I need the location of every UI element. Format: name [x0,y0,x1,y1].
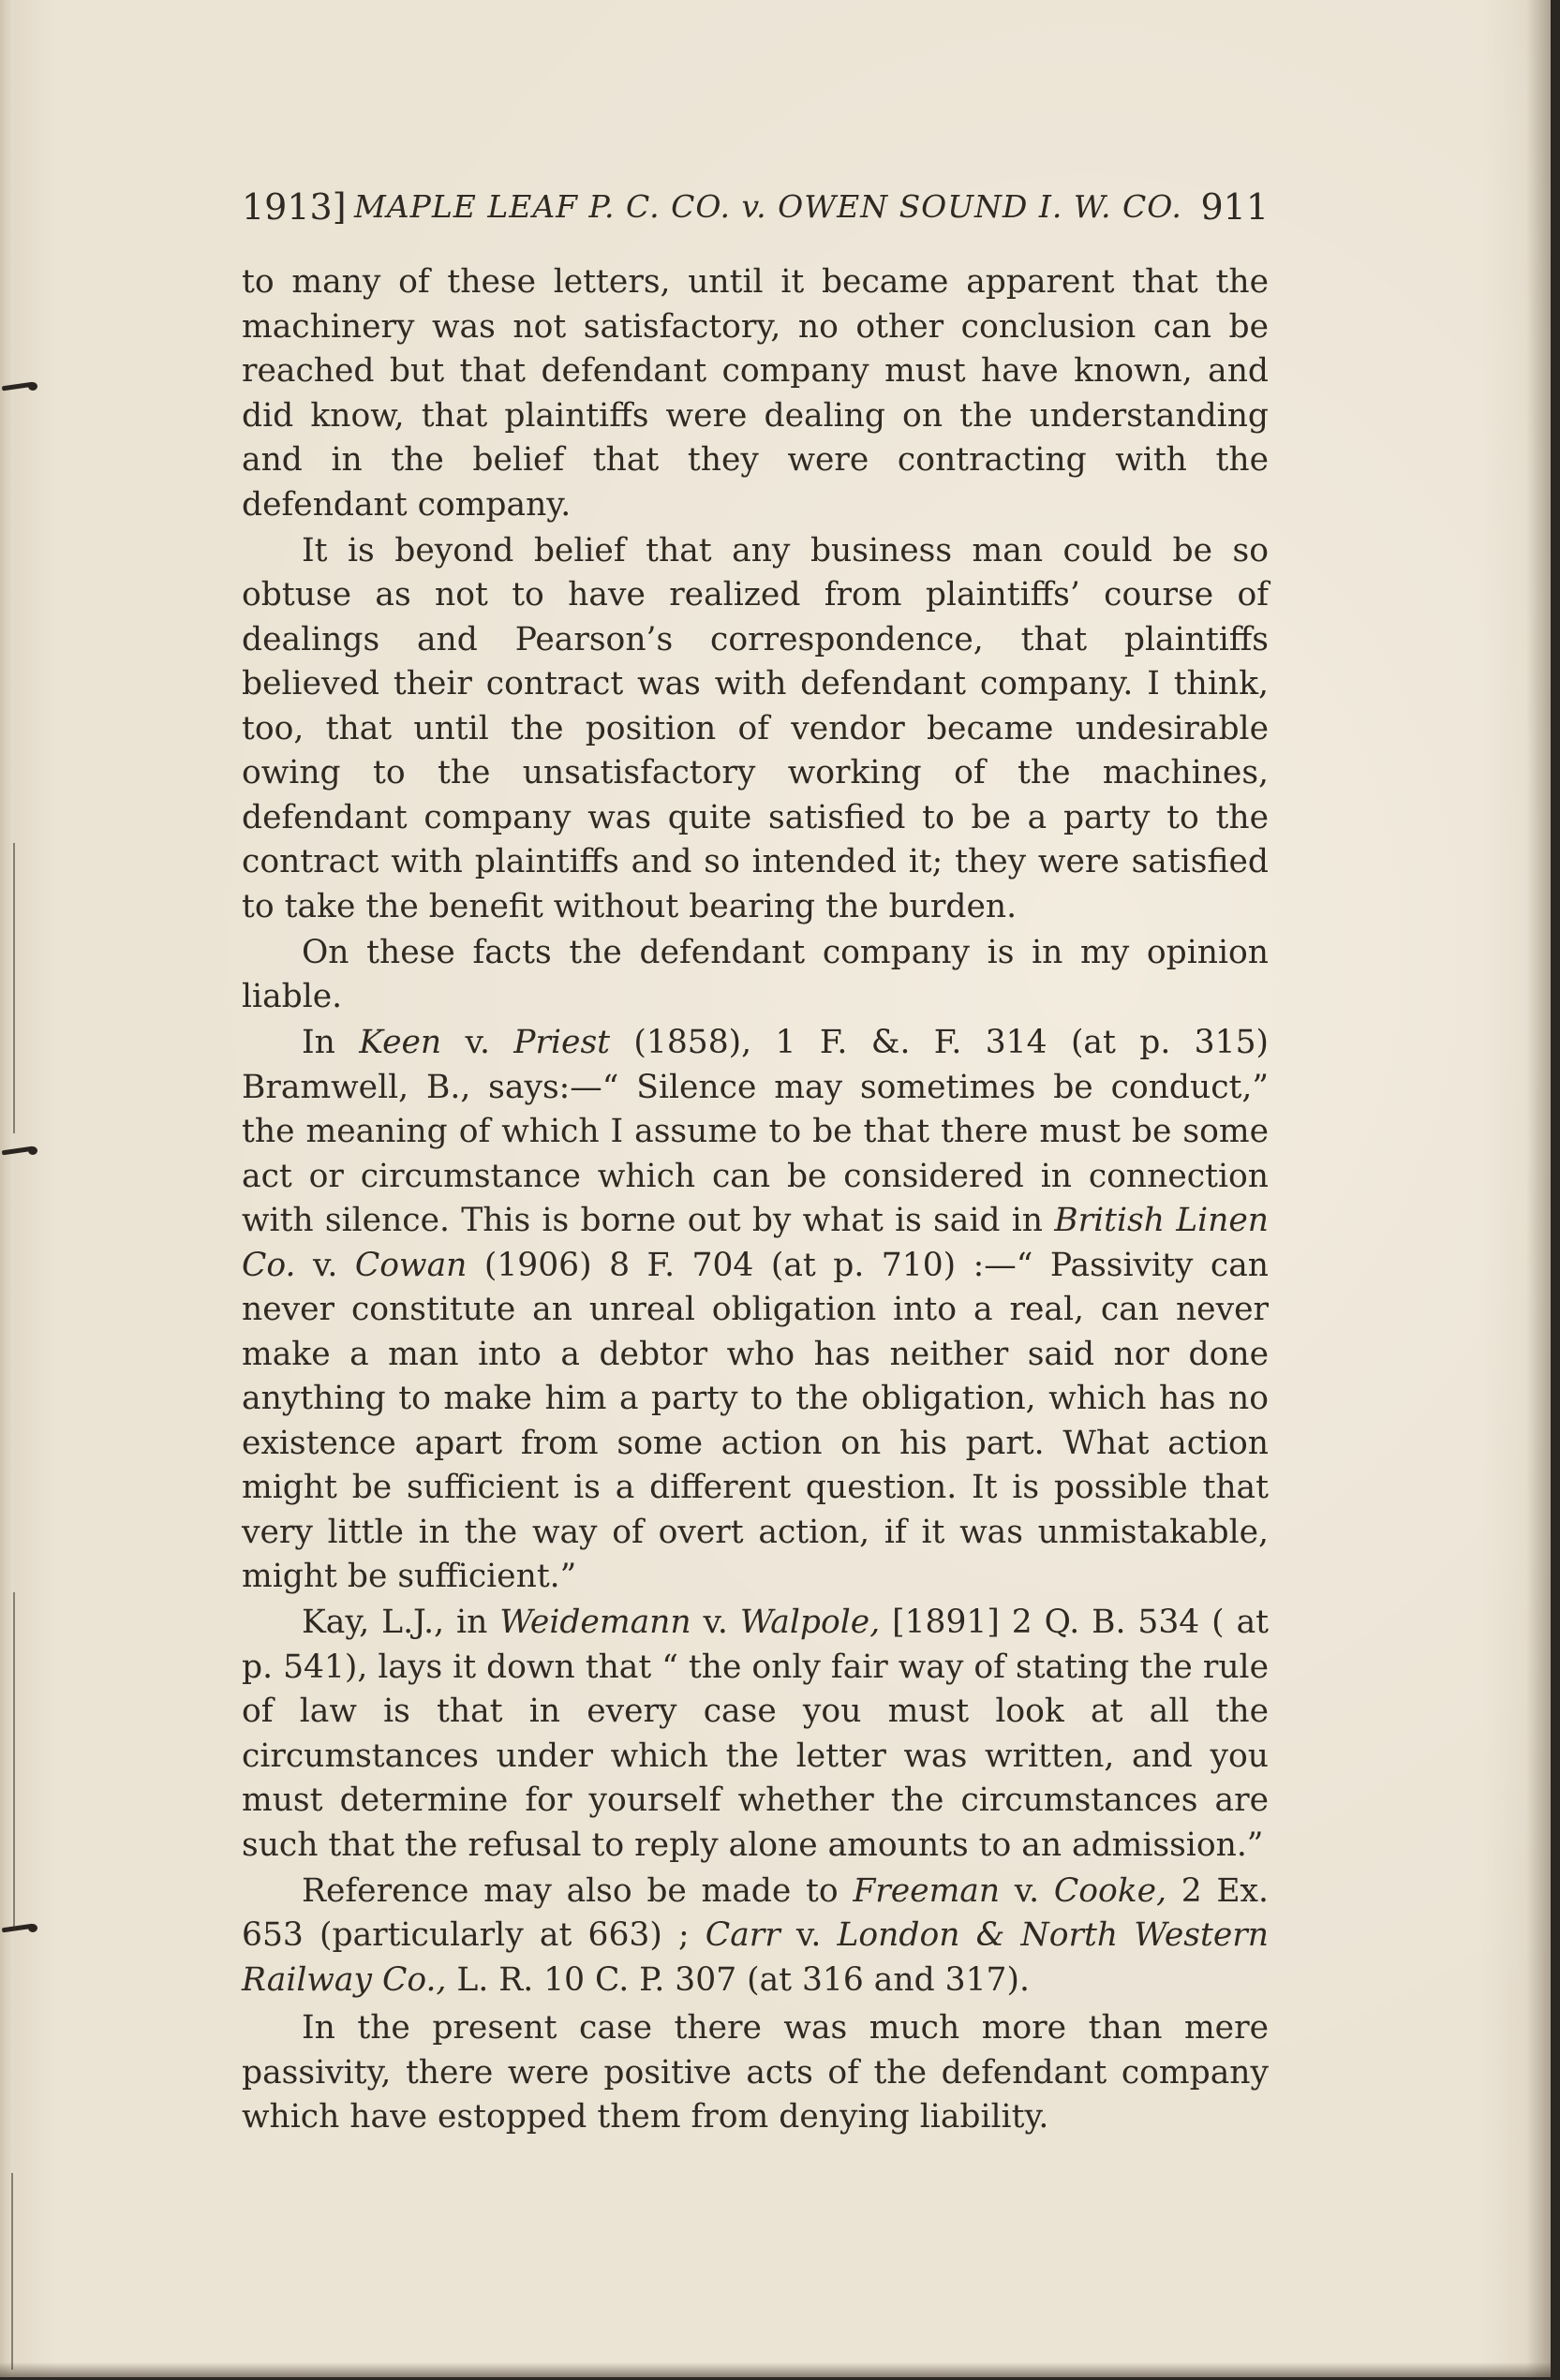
case-name: Carr [705,1916,780,1954]
case-name: Freeman [853,1871,1001,1910]
running-head [242,184,1269,230]
case-name: London & North Western Railway Co., [242,1916,1270,1999]
paragraph-text: In the present case there was much more than mere passivity, there were positive acts of the defendant company which have estopped them from denying liability. [242,2009,1269,2136]
paragraph-text: On these facts the defendant company is in my opinion liable. [242,933,1269,1015]
paragraph-text: It is beyond belief that any business man could be so obtuse as not to have realized from plaintiffs’ course of dealings and Pearson’s correspondence, that plaintiffs believed their contract was with defendant company. I think, too, that until the position of vendor became undesirable owing to the unsatisfactory working of the machines, defendant company was quite satisfied to be a party to the contract with plaintiffs and so intended it; they were satisfied to take the benefit without bearing the burden. [242,531,1269,925]
text-run: v. [441,1024,514,1061]
paragraph-2 [242,529,1269,930]
text-run: [1891] 2 Q. B. 534 ( at p. 541), lays it down that “ the only fair way of stating the rule of law is that in every case you must look at all the circumstances under which the letter was written, and you must determine for yourself whether the circumstances are such that the refusal to reply alone amounts to an admission.” [242,1604,1270,1864]
paragraph-7 [242,2006,1269,2140]
page-edge-shadow [1526,0,1551,2377]
page-number: 911 [1200,186,1269,228]
case-name: Walpole, [739,1604,881,1641]
case-name: British Linen Co. [242,1202,1269,1284]
bottom-edge-shadow [0,2362,1551,2377]
case-name: Cowan [354,1246,468,1284]
text-run: v. [295,1246,355,1284]
running-head-title: MAPLE LEAF P. C. CO. v. OWEN SOUND I. W. CO. [354,188,1182,225]
paragraph-text: to many of these letters, until it became apparent that the machinery was not satisfactory, no other conclusion can be reached but that defendant company must have known, and did know, that plaintiffs were dealing on the understanding and in the belief that they were contracting with the defendant company. [242,263,1269,524]
paragraph-6 [242,1870,1269,2003]
binding-line [11,2173,13,2370]
case-name: Cooke, [1053,1871,1167,1910]
case-name: Weidemann [499,1604,691,1641]
running-head-year: 1913] [242,186,347,228]
margin-mark [0,1924,41,1933]
paragraph-4 [242,1021,1269,1600]
text-body [242,260,1269,2141]
text-run: v. [780,1916,838,1954]
text-run: v. [691,1604,740,1641]
text-run: (1906) 8 F. 704 (at p. 710) :—“ Passivity can never constitute an unreal obligation into a real, can never make a man into a debtor who has neither said nor done anything to make him a party to the obligation, which has no existence apart from some action on his part. What action might be sufficient is a different question. It is possible that very little in the way of overt action, if it was unmistakable, might be sufficient.” [242,1246,1269,1595]
binding-edge [0,0,13,2377]
text-run: (1858), 1 F. &. F. 314 (at p. 315) Bramwell, B., says:—“ Silence may sometimes be conduct,” the meaning of which I assume to be that there must be some act or circumstance which can be considered in connection with silence. This is borne out by what is said in [242,1024,1269,1239]
case-name: Priest [513,1024,611,1061]
margin-mark [0,1146,41,1156]
binding-line [13,843,15,1133]
text-run: Reference may also be made to [302,1871,854,1910]
text-run: Kay, L.J., in [302,1604,500,1641]
text-run: L. R. 10 C. P. 307 (at 316 and 317). [446,1960,1030,1999]
case-name: Keen [359,1024,442,1061]
paragraph-5 [242,1601,1269,1868]
text-run: In [302,1024,360,1061]
margin-mark [0,382,41,392]
text-run: 2 Ex. 653 (particularly at 663) ; [242,1871,1269,1954]
paragraph-3 [242,931,1269,1020]
text-run: v. [1000,1871,1054,1910]
paragraph-1 [242,260,1269,527]
binding-line [13,1592,15,1929]
